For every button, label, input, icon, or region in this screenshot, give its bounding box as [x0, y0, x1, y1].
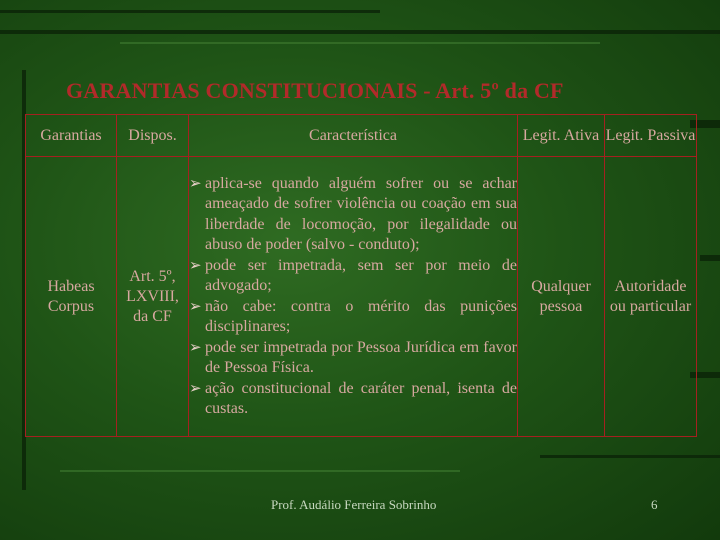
header-legit-passiva: Legit. Passiva: [605, 115, 697, 157]
list-item: ➢ não cabe: contra o mérito das punições disciplinares;: [189, 297, 517, 335]
list-item: ➢ pode ser impetrada, sem ser por meio de advogado;: [189, 256, 517, 294]
slide-title: GARANTIAS CONSTITUCIONAIS - Art. 5º da CF: [66, 78, 564, 103]
decorative-stripe: [540, 455, 720, 458]
guarantees-table: [25, 114, 697, 437]
cell-legit-ativa: Qualquer pessoa: [518, 157, 605, 437]
arrow-bullet-icon: ➢: [189, 175, 202, 192]
header-dispositivo: Dispos.: [117, 115, 189, 157]
header-legit-ativa: Legit. Ativa: [518, 115, 605, 157]
decorative-highlight: [60, 470, 460, 472]
decorative-stripe: [0, 30, 720, 34]
header-garantias: Garantias: [26, 115, 117, 157]
arrow-bullet-icon: ➢: [189, 298, 202, 315]
list-item: ➢ aplica-se quando alguém sofrer ou se achar ameaçado de sofrer violência ou coação em sua liberdade de locomoção, por ilegalidade ou abuso de poder (salvo - conduto);: [189, 174, 517, 253]
cell-caracteristicas: [189, 157, 518, 437]
characteristics-list: [189, 174, 517, 420]
list-item: ➢ ação constitucional de caráter penal, isenta de custas.: [189, 379, 517, 417]
decorative-stripe: [700, 255, 720, 261]
footer-author: Prof. Audálio Ferreira Sobrinho: [271, 497, 437, 512]
cell-legit-passiva: Autoridade ou particular: [605, 157, 697, 437]
decorative-highlight: [120, 42, 600, 44]
table-row: [26, 157, 697, 437]
arrow-bullet-icon: ➢: [189, 339, 202, 356]
arrow-bullet-icon: ➢: [189, 257, 202, 274]
cell-garantia: Habeas Corpus: [26, 157, 117, 437]
page-number: 6: [651, 497, 658, 512]
table-header-row: [26, 115, 697, 157]
decorative-stripe: [0, 10, 380, 13]
arrow-bullet-icon: ➢: [189, 380, 202, 397]
list-item: ➢ pode ser impetrada por Pessoa Jurídica em favor de Pessoa Física.: [189, 338, 517, 376]
header-caracteristica: Característica: [189, 115, 518, 157]
cell-dispositivo: Art. 5º, LXVIII, da CF: [117, 157, 189, 437]
